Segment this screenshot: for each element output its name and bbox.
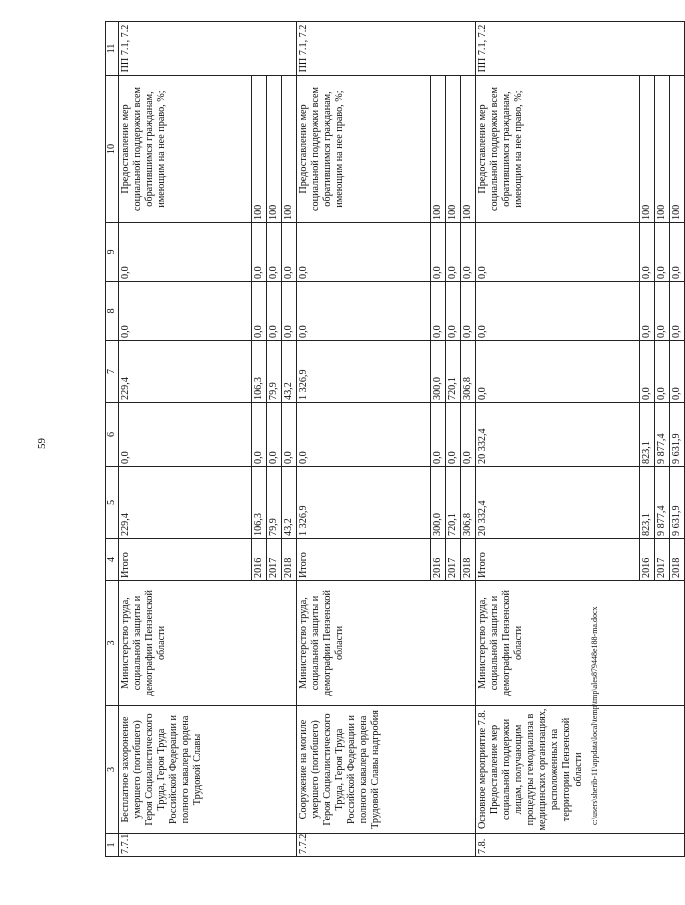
year-c5: 720,1 bbox=[446, 467, 461, 539]
executor: Министерство труда, социальной защиты и демографии Пензенской области bbox=[476, 581, 685, 706]
column-number-5: 5 bbox=[106, 467, 119, 539]
year-c9: 0,0 bbox=[282, 223, 297, 282]
measure-id: 7.7.2 bbox=[297, 834, 476, 857]
program-link: ПП 7.1, 7.2 bbox=[119, 22, 297, 76]
year-c8: 0,0 bbox=[282, 282, 297, 341]
year-c6: 0,0 bbox=[431, 403, 446, 467]
year-c5: 106,3 bbox=[252, 467, 267, 539]
year-c6: 0,0 bbox=[461, 403, 476, 467]
year-year: 2016 bbox=[431, 539, 446, 581]
year-c8: 0,0 bbox=[431, 282, 446, 341]
total-c5: 1 326,9 bbox=[297, 467, 431, 539]
column-number-3: 3 bbox=[106, 581, 119, 706]
column-number-9: 9 bbox=[106, 223, 119, 282]
year-c7: 106,3 bbox=[252, 341, 267, 403]
program-link: ПП 7.1, 7.2 bbox=[297, 22, 476, 76]
year-year: 2016 bbox=[640, 539, 655, 581]
year-c7: 306,8 bbox=[461, 341, 476, 403]
column-number-2: 3 bbox=[106, 706, 119, 834]
column-number-4: 4 bbox=[106, 539, 119, 581]
column-number-10: 10 bbox=[106, 76, 119, 223]
year-c5: 823,1 bbox=[640, 467, 655, 539]
year-c9: 0,0 bbox=[640, 223, 655, 282]
year-year: 2017 bbox=[655, 539, 670, 581]
file-path-footer: c:\users\sherib-11\appdata\local\temp\tmp\ales879448e188-ma.docx bbox=[590, 606, 599, 825]
total-label: Итого bbox=[476, 539, 640, 581]
total-c9: 0,0 bbox=[297, 223, 431, 282]
year-c10: 100 bbox=[655, 76, 670, 223]
total-label: Итого bbox=[119, 539, 252, 581]
year-c9: 0,0 bbox=[655, 223, 670, 282]
indicator-text: Предоставление мер социальной поддержки всем обратившимся гражданам, имеющим на нее право, %; bbox=[119, 76, 252, 223]
column-number-6: 6 bbox=[106, 403, 119, 467]
total-c9: 0,0 bbox=[119, 223, 252, 282]
total-c7: 1 326,9 bbox=[297, 341, 431, 403]
executor: Министерство труда, социальной защиты и демографии Пензенской области bbox=[119, 581, 297, 706]
program-link: ПП 7.1, 7.2 bbox=[476, 22, 685, 76]
total-c6: 0,0 bbox=[119, 403, 252, 467]
measure-row bbox=[476, 22, 640, 857]
year-c8: 0,0 bbox=[640, 282, 655, 341]
year-c6: 0,0 bbox=[267, 403, 282, 467]
total-c5: 20 332,4 bbox=[476, 467, 640, 539]
year-c6: 823,1 bbox=[640, 403, 655, 467]
column-number-1: 1 bbox=[106, 834, 119, 857]
year-c7: 0,0 bbox=[670, 341, 685, 403]
year-c7: 720,1 bbox=[446, 341, 461, 403]
year-c10: 100 bbox=[640, 76, 655, 223]
total-c9: 0,0 bbox=[476, 223, 640, 282]
year-c9: 0,0 bbox=[267, 223, 282, 282]
year-year: 2017 bbox=[267, 539, 282, 581]
year-c7: 43,2 bbox=[282, 341, 297, 403]
total-c7: 229,4 bbox=[119, 341, 252, 403]
year-c7: 300,0 bbox=[431, 341, 446, 403]
year-c5: 306,8 bbox=[461, 467, 476, 539]
year-c8: 0,0 bbox=[655, 282, 670, 341]
year-c6: 0,0 bbox=[446, 403, 461, 467]
year-c6: 0,0 bbox=[252, 403, 267, 467]
total-c6: 20 332,4 bbox=[476, 403, 640, 467]
indicator-text: Предоставление мер социальной поддержки всем обратившимся гражданам, имеющим на нее право, %; bbox=[297, 76, 431, 223]
total-label: Итого bbox=[297, 539, 431, 581]
total-c5: 229,4 bbox=[119, 467, 252, 539]
year-c6: 0,0 bbox=[282, 403, 297, 467]
year-c8: 0,0 bbox=[461, 282, 476, 341]
year-c10: 100 bbox=[282, 76, 297, 223]
year-year: 2017 bbox=[446, 539, 461, 581]
year-c10: 100 bbox=[670, 76, 685, 223]
year-c6: 9 631,9 bbox=[670, 403, 685, 467]
total-c8: 0,0 bbox=[476, 282, 640, 341]
measure-name: Бесплатное захоронение умершего (погибшего) Героя Социалистического Труда, Героя Труда Российской Федерации и полного кавалера ордена Трудовой Славы bbox=[119, 706, 297, 834]
year-year: 2018 bbox=[461, 539, 476, 581]
column-number-11: 11 bbox=[106, 22, 119, 76]
year-c8: 0,0 bbox=[267, 282, 282, 341]
year-c7: 0,0 bbox=[640, 341, 655, 403]
page-number: 59 bbox=[36, 438, 48, 449]
measure-id: 7.7.1 bbox=[119, 834, 297, 857]
measure-row bbox=[297, 22, 431, 857]
year-c9: 0,0 bbox=[446, 223, 461, 282]
year-c5: 79,9 bbox=[267, 467, 282, 539]
measure-name: Сооружение на могиле умершего (погибшего) Героя Социалистического Труда, Героя Труда Российской Федерации и полного кавалера ордена Трудовой Славы надгробия bbox=[297, 706, 476, 834]
year-c10: 100 bbox=[252, 76, 267, 223]
year-c8: 0,0 bbox=[252, 282, 267, 341]
header-row bbox=[106, 22, 119, 857]
year-year: 2018 bbox=[282, 539, 297, 581]
year-c10: 100 bbox=[267, 76, 282, 223]
total-c6: 0,0 bbox=[297, 403, 431, 467]
total-c8: 0,0 bbox=[297, 282, 431, 341]
year-c7: 79,9 bbox=[267, 341, 282, 403]
column-number-8: 8 bbox=[106, 282, 119, 341]
executor: Министерство труда, социальной защиты и демографии Пензенской области bbox=[297, 581, 476, 706]
measure-id: 7.8. bbox=[476, 834, 685, 857]
year-c8: 0,0 bbox=[670, 282, 685, 341]
year-year: 2016 bbox=[252, 539, 267, 581]
total-c7: 0,0 bbox=[476, 341, 640, 403]
measure-row bbox=[119, 22, 252, 857]
year-year: 2018 bbox=[670, 539, 685, 581]
year-c9: 0,0 bbox=[461, 223, 476, 282]
year-c9: 0,0 bbox=[252, 223, 267, 282]
column-number-7: 7 bbox=[106, 341, 119, 403]
total-c8: 0,0 bbox=[119, 282, 252, 341]
year-c9: 0,0 bbox=[670, 223, 685, 282]
year-c5: 9 631,9 bbox=[670, 467, 685, 539]
year-c5: 9 877,4 bbox=[655, 467, 670, 539]
year-c5: 300,0 bbox=[431, 467, 446, 539]
indicator-text: Предоставление мер социальной поддержки всем обратившимся гражданам, имеющим на нее право, %; bbox=[476, 76, 640, 223]
year-c10: 100 bbox=[446, 76, 461, 223]
year-c10: 100 bbox=[431, 76, 446, 223]
year-c7: 0,0 bbox=[655, 341, 670, 403]
year-c10: 100 bbox=[461, 76, 476, 223]
year-c5: 43,2 bbox=[282, 467, 297, 539]
year-c9: 0,0 bbox=[431, 223, 446, 282]
year-c6: 9 877,4 bbox=[655, 403, 670, 467]
year-c8: 0,0 bbox=[446, 282, 461, 341]
measure-name: Основное мероприятие 7.8. Предоставление мер социальной поддержки лицам, получающим процедуры гемодиализа в медицинских организациях, расположенных на территории Пензенской области bbox=[476, 706, 685, 834]
